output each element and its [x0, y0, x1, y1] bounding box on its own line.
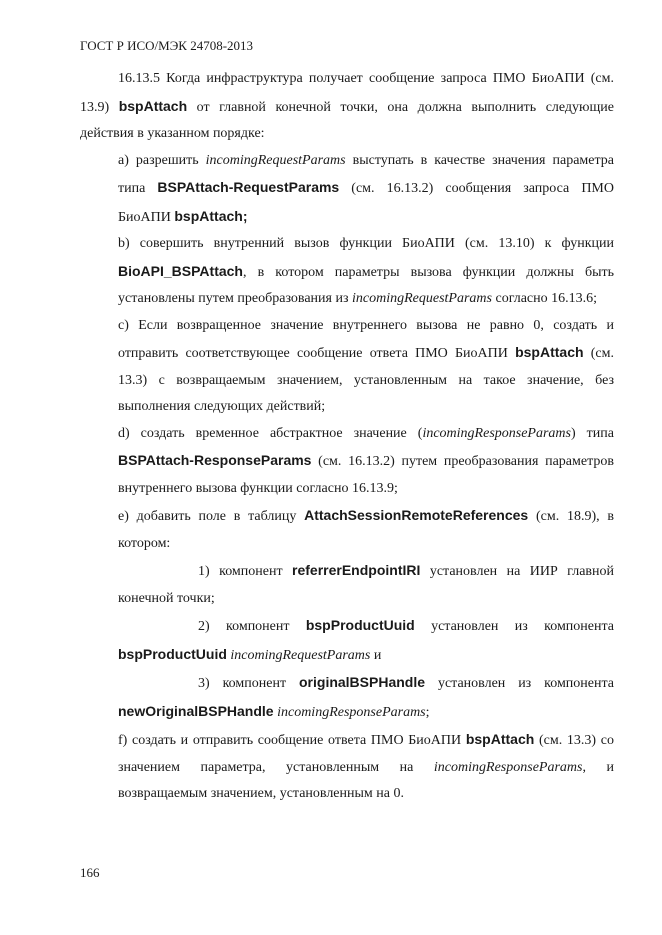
code-term: BSPAttach-RequestParams [157, 179, 340, 195]
list-item-d [80, 421, 614, 503]
sub-item-3 [80, 669, 614, 726]
text: 2) компонент [198, 619, 306, 634]
text: f) создать и отправить сообщение ответа ПМО БиоАПИ [118, 733, 466, 748]
document-body [80, 66, 614, 808]
text: 1) компонент [198, 564, 293, 579]
code-term: bspAttach [515, 344, 584, 360]
italic-term: incomingRequestParams [230, 647, 371, 663]
code-term: newOriginalBSPHandle [118, 702, 274, 719]
document-header: ГОСТ Р ИСО/МЭК 24708-2013 [80, 38, 254, 53]
italic-term: incomingResponseParams [422, 425, 571, 441]
code-term: bspProductUuid [118, 645, 227, 662]
code-term: bspAttach [465, 731, 535, 747]
sub-item-2 [80, 612, 614, 669]
italic-term: incomingRequestParams [205, 152, 346, 168]
text: (см. 16.13.2) путем преобразования параметров внутреннего вызова функции согласно 16.13.9; [118, 454, 614, 496]
text: установлен из компонента [425, 676, 615, 691]
list-item-e [80, 502, 614, 557]
sub-item-1 [80, 557, 614, 612]
text: (см. 18.9), в котором: [118, 509, 614, 551]
text: установлен на ИИР главной конечной точки; [118, 564, 614, 606]
code-term: BioAPI_BSPAttach [118, 262, 243, 279]
code-term: BSPAttach-ResponseParams [118, 452, 312, 468]
text: установлен из компонента [414, 619, 614, 634]
list-item-b [80, 231, 614, 313]
text: (см. 13.3) со значением параметра, установленным на [118, 733, 614, 775]
code-term: referrerEndpointIRI [292, 562, 421, 578]
text: b) совершить внутренний вызов функции БиоАПИ (см. 13.10) к функции [118, 236, 614, 251]
code-term: AttachSessionRemoteReferences [304, 507, 529, 523]
list-item-c [80, 313, 614, 421]
code-term: bspProductUuid [305, 617, 415, 633]
list-item-a [80, 148, 614, 232]
text: и [370, 647, 382, 663]
text: (см. 16.13.2) сообщения запроса ПМО БиоАПИ [118, 181, 614, 225]
code-term: bspAttach [118, 97, 188, 114]
text: , в котором параметры вызова функции должны быть установлены путем преобразования из [118, 264, 614, 306]
text: , и возвращаемым значением, установленным на 0. [118, 759, 614, 801]
text: e) добавить поле в таблицу [118, 509, 305, 524]
code-term: bspAttach; [174, 207, 248, 224]
italic-term: incomingRequestParams [352, 291, 492, 306]
page-number: 166 [80, 865, 100, 880]
list-item-f [80, 726, 614, 808]
text: согласно 16.13.6; [491, 291, 598, 306]
italic-term: incomingResponseParams [277, 704, 426, 720]
text: a) разрешить [118, 152, 206, 168]
code-term: originalBSPHandle [299, 674, 426, 690]
text: d) создать временное абстрактное значение ( [118, 425, 423, 441]
paragraph-16-13-5 [80, 66, 614, 148]
text: (см. 13.3) с возвращаемым значением, установленным на такое значение, без выполнения следующих действий; [118, 346, 614, 414]
text: ) типа [571, 425, 614, 441]
italic-term: incomingResponseParams [433, 759, 583, 775]
text: 3) компонент [198, 676, 299, 691]
text: от главной конечной точки, она должна выполнить следующие действия в указанном порядке: [80, 99, 614, 141]
text: ; [425, 704, 430, 720]
text: 16.13.5 Когда инфраструктура получает сообщение запроса ПМО БиоАПИ (см. 13.9) [80, 71, 614, 115]
text: выступать в качестве значения параметра типа [118, 152, 614, 196]
text: c) Если возвращенное значение внутреннего вызова не равно 0, создать и отправить соответствующее сообщение ответа ПМО БиоАПИ [118, 317, 614, 361]
